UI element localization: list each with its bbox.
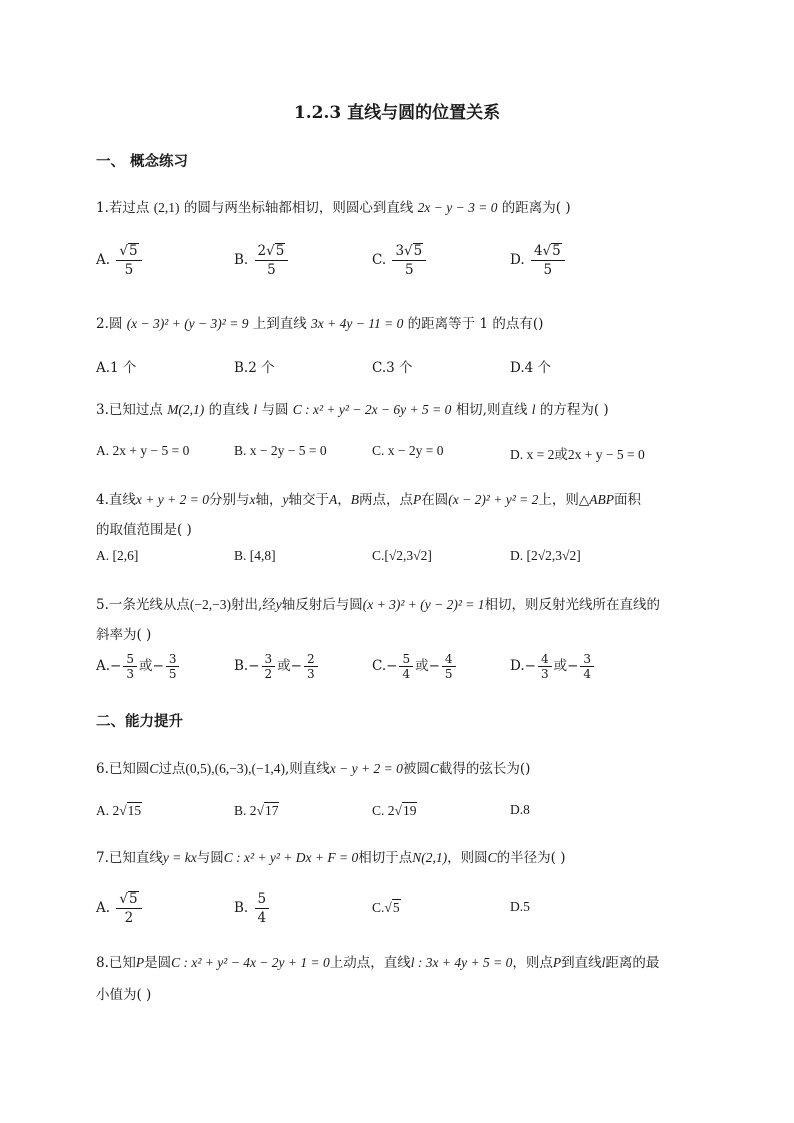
q7-math: N(2,1)	[412, 850, 448, 865]
q7-option-a: A. √ 5 2	[96, 890, 144, 927]
q4-math: y	[282, 492, 289, 507]
denominator: 5	[444, 667, 453, 681]
q4-text: 轴交于	[288, 492, 329, 508]
q7-option-d: D.5	[510, 899, 530, 914]
denominator: 5	[267, 262, 276, 278]
q4-option-b: B. [4,8]	[234, 548, 276, 563]
radicand: 5	[275, 243, 285, 259]
option-label: B.	[234, 658, 249, 674]
q4-option-d: D. [2√2,3√2]	[510, 548, 581, 563]
q8-math: P	[552, 955, 562, 970]
q3-option-d: D. x = 2或2x + y − 5 = 0	[510, 447, 645, 462]
denominator: 5	[405, 262, 414, 278]
question-4-line-1	[96, 488, 641, 508]
option-label: A.	[96, 900, 111, 916]
q1-math-a: (2,1)	[153, 200, 180, 215]
q7-math: C : x² + y² + Dx + F = 0	[223, 850, 359, 865]
denominator: 2	[264, 667, 273, 681]
q3-math-d: l	[531, 402, 536, 417]
radicand: 15	[127, 803, 142, 818]
q6-math: x − y + 2 = 0	[329, 761, 403, 776]
q7-option-c: C.√ 5	[372, 900, 400, 915]
q1-text-c: 的距离为( )	[501, 200, 571, 216]
q1-math-b: 2x − y − 3 = 0	[417, 200, 498, 215]
q3-math-c: C : x² + y² − 2x − 6y + 5 = 0	[292, 402, 452, 417]
q4-option-a: A. [2,6]	[96, 548, 139, 563]
q4-math: A	[328, 492, 338, 507]
q3-math-a: M(2,1)	[167, 402, 205, 417]
q3-text-c: 与圆	[261, 402, 289, 418]
q3-text-d: 相切,则直线	[455, 402, 528, 418]
num-coef: 3	[395, 243, 405, 259]
radicand: 19	[402, 803, 417, 818]
q1-option-b: B. 2√ 5 5	[234, 242, 290, 279]
q4-text: 分别与	[208, 492, 250, 508]
q3-option-b: B. x − 2y − 5 = 0	[234, 443, 327, 458]
q6-text: ,则直线	[284, 761, 330, 777]
numerator: 5	[123, 652, 137, 667]
denominator: 2	[124, 910, 134, 926]
denominator: 5	[168, 667, 177, 681]
option-label: D.	[510, 252, 525, 268]
q6-math: C	[429, 761, 439, 776]
question-1	[96, 196, 571, 216]
denominator: 5	[543, 262, 553, 278]
q5-math: y	[275, 597, 282, 612]
q4-text: 上，则△	[538, 492, 590, 508]
q7-option-b	[234, 890, 271, 927]
q7-math: C	[487, 850, 497, 865]
option-label: C.	[372, 658, 387, 674]
q4-text: 两点，点	[358, 492, 413, 508]
q1-option-a: A. √ 5 5	[96, 242, 144, 279]
q7-text: 的半径为( )	[496, 850, 566, 866]
denominator: 5	[124, 262, 134, 278]
q5-option-a: A.− $\frac{5}{3}$ 或− $\frac{3}{5}$	[96, 652, 181, 681]
q8-text: 8.已知	[96, 955, 136, 971]
q8-text: ，则点	[512, 955, 553, 971]
or-text: 或	[277, 658, 291, 674]
q4-text: ，	[337, 492, 351, 508]
num-coef: 2	[257, 243, 267, 259]
section-heading-2: 二、能力提升	[96, 713, 183, 730]
q8-math: l	[601, 955, 606, 970]
numerator: 3	[262, 652, 276, 667]
q4-math: x + y + 2 = 0	[135, 492, 209, 507]
question-3	[96, 398, 609, 418]
question-2	[96, 312, 543, 332]
q1-text-b: 的圆与两坐标轴都相切，则圆心到直线	[183, 200, 414, 216]
option-label: C.	[372, 900, 385, 915]
q8-math: l : 3x + 4y + 5 = 0	[410, 955, 513, 970]
q6-math: C	[149, 761, 159, 776]
numerator: 4	[442, 652, 456, 667]
section-heading-1: 一、 概念练习	[96, 153, 189, 170]
q7-text: 相切于点	[358, 850, 413, 866]
question-4-line-2: 的取值范围是( )	[96, 522, 192, 538]
q2-math-b: 3x + 4y − 11 = 0	[311, 316, 404, 331]
or-text: 或	[139, 658, 153, 674]
question-8-line-2: 小值为( )	[96, 987, 152, 1003]
q4-text: 轴，	[255, 492, 283, 508]
q2-text-c: 的距离等于 1 的点有()	[407, 316, 544, 332]
q2-option-d: D.4 个	[510, 360, 552, 376]
q6-math: (0,5),(6,−3),(−1,4)	[185, 761, 285, 776]
question-5-line-1	[96, 593, 660, 613]
q8-text: 距离的最	[605, 955, 660, 971]
q5-option-b: B.− $\frac{3}{2}$ 或− $\frac{2}{3}$	[234, 652, 320, 681]
option-label: A. 2	[96, 803, 120, 818]
q2-option-c: C.3 个	[372, 360, 413, 376]
q5-math: (x + 3)² + (y − 2)² = 1	[362, 597, 485, 612]
option-label: D.	[510, 658, 525, 674]
q2-math-a: (x − 3)² + (y − 3)² = 9	[126, 316, 249, 331]
option-label: C.	[372, 252, 387, 268]
radicand: 5	[392, 900, 400, 915]
q4-text: 在圆	[421, 492, 449, 508]
q6-option-a: A. 2√ 15	[96, 803, 142, 818]
or-text: 或	[415, 658, 429, 674]
q4-text: 面积	[614, 492, 642, 508]
question-6	[96, 757, 530, 777]
q4-math: B	[350, 492, 359, 507]
option-label: B.	[234, 252, 249, 268]
q5-text: 5.一条光线从点	[96, 597, 190, 613]
q6-option-c: C. 2√ 19	[372, 803, 417, 818]
q6-text: 过点	[158, 761, 186, 777]
numerator: 5	[399, 652, 413, 667]
q5-math: (−2,−3)	[189, 597, 231, 612]
q3-text-e: 的方程为( )	[539, 402, 609, 418]
numerator: 5	[255, 890, 270, 909]
q2-option-a: A.1 个	[96, 360, 137, 376]
q4-option-c: C.[√2,3√2]	[372, 548, 432, 563]
q2-option-b: B.2 个	[234, 360, 275, 376]
q8-math: P	[135, 955, 145, 970]
radicand: 5	[128, 891, 138, 907]
question-5-line-2: 斜率为( )	[96, 627, 152, 643]
q8-math: C : x² + y² − 4x − 2y + 1 = 0	[171, 955, 330, 970]
denominator: 3	[126, 667, 134, 681]
denominator: 4	[583, 667, 592, 681]
q3-option-c: C. x − 2y = 0	[372, 443, 444, 458]
q2-text-b: 上到直线	[252, 316, 307, 332]
denominator: 4	[402, 667, 411, 681]
q6-option-b: B. 2√ 17	[234, 803, 279, 818]
numerator: 3	[580, 652, 594, 667]
q2-text-a: 2.圆	[96, 316, 123, 332]
q4-math: ABP	[589, 492, 615, 507]
radicand: 5	[128, 243, 138, 259]
q7-math: y = kx	[162, 850, 197, 865]
q8-text: 是圆	[144, 955, 172, 971]
q6-text: 6.已知圆	[96, 761, 150, 777]
q3-text-a: 3.已知过点	[96, 402, 163, 418]
denominator: 3	[540, 667, 549, 681]
q3-option-a: A. 2x + y − 5 = 0	[96, 443, 190, 458]
q4-math: (x − 2)² + y² = 2	[448, 492, 539, 507]
option-label: C. 2	[372, 803, 395, 818]
q1-option-d: D. 4√ 5 5	[510, 242, 567, 279]
q7-text: 与圆	[196, 850, 224, 866]
page-title: 1.2.3 直线与圆的位置关系	[293, 103, 501, 123]
numerator: 3	[166, 652, 180, 667]
q5-option-d: D.− $\frac{4}{3}$ 或− $\frac{3}{4}$	[510, 652, 596, 681]
q1-option-c: C. 3√ 5 5	[372, 242, 428, 279]
num-coef: 4	[533, 243, 543, 259]
option-label: A.	[96, 658, 111, 674]
option-label: A.	[96, 252, 111, 268]
option-label: B.	[234, 900, 249, 916]
q3-text-b: 的直线	[208, 402, 250, 418]
q8-text: 上动点，直线	[329, 955, 411, 971]
q7-text: ，则圆	[447, 850, 488, 866]
question-7	[96, 846, 565, 866]
q5-option-c: C.− $\frac{5}{4}$ 或− $\frac{4}{5}$	[372, 652, 458, 681]
q6-option-d: D.8	[510, 802, 530, 817]
radicand: 17	[264, 803, 279, 818]
denominator: 3	[306, 667, 315, 681]
q4-math: x	[249, 492, 256, 507]
denominator: 4	[257, 910, 267, 926]
numerator: 2	[304, 652, 318, 667]
question-8-line-1	[96, 951, 659, 971]
q5-text: 轴反射后与圆	[281, 597, 363, 613]
q5-text: 射出,经	[230, 597, 276, 613]
numerator: 4	[538, 652, 552, 667]
q1-text-a: 1.若过点	[96, 200, 150, 216]
q4-math: P	[412, 492, 422, 507]
q3-math-b: l	[253, 402, 258, 417]
radicand: 5	[413, 243, 423, 259]
q5-text: 相切，则反射光线所在直线的	[484, 597, 661, 613]
radicand: 5	[552, 243, 561, 259]
q6-text: 截得的弦长为()	[438, 761, 531, 777]
q8-text: 到直线	[561, 955, 602, 971]
q4-text: 4.直线	[96, 492, 136, 508]
or-text: 或	[553, 658, 568, 674]
q7-text: 7.已知直线	[96, 850, 163, 866]
option-label: B. 2	[234, 803, 257, 818]
q6-text: 被圆	[402, 761, 430, 777]
